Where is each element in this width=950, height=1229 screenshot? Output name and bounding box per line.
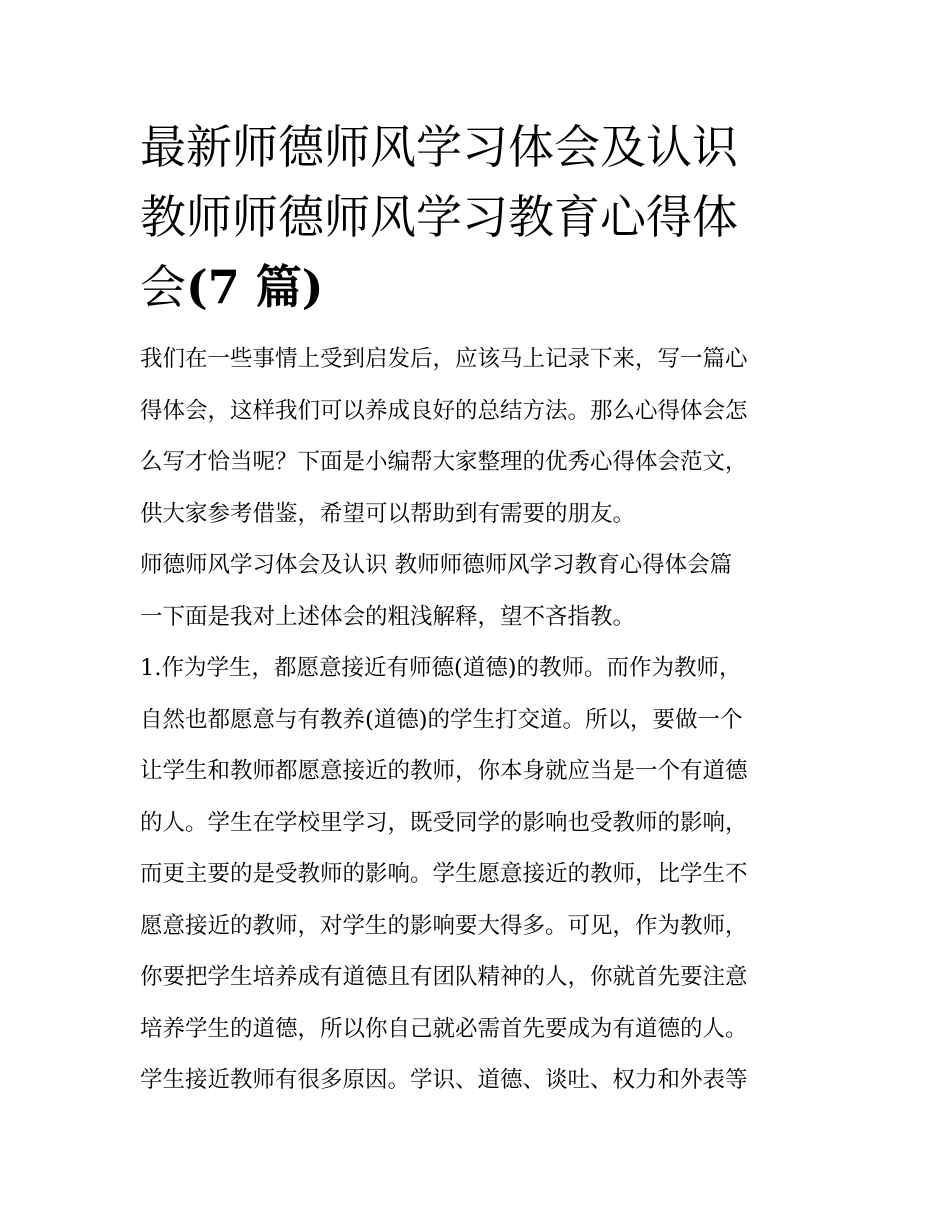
body-line: 自然也都愿意与有教养(道德)的学生打交道。所以，要做一个: [140, 706, 743, 733]
title-line-2: 教师师德师风学习教育心得体: [140, 190, 738, 244]
body-line: 的人。学生在学校里学习，既受同学的影响也受教师的影响，: [140, 809, 748, 836]
title-line-3-text: 会: [140, 260, 186, 314]
body-line: 你要把学生培养成有道德且有团队精神的人，你就首先要注意: [140, 964, 748, 990]
body-line: 而更主要的是受教师的影响。学生愿意接近的教师，比学生不: [140, 861, 748, 887]
document-content: [140, 112, 812, 1107]
document-body: [140, 334, 812, 1107]
body-line: 学生接近教师有很多原因。学识、道德、谈吐、权力和外表等: [140, 1067, 748, 1093]
body-line: 培养学生的道德，所以你自己就必需首先要成为有道德的人。: [140, 1015, 748, 1042]
body-line: 愿意接近的教师，对学生的影响要大得多。可见，作为教师，: [140, 912, 748, 939]
body-line: 我们在一些事情上受到启发后，应该马上记录下来，写一篇心: [140, 346, 748, 372]
body-line: 得体会，这样我们可以养成良好的总结方法。那么心得体会怎: [140, 397, 748, 424]
body-line: 一下面是我对上述体会的粗浅解释，望不吝指教。: [140, 603, 636, 630]
title-line-3-count: (7 篇): [186, 260, 324, 314]
body-line: 1.作为学生，都愿意接近有师德(道德)的教师。而作为教师，: [140, 655, 742, 681]
document-title: [140, 112, 812, 322]
body-line: 让学生和教师都愿意接近的教师，你本身就应当是一个有道德: [140, 758, 748, 784]
title-line-3: [140, 252, 812, 322]
title-line-1: 最新师德师风学习体会及认识: [140, 120, 738, 174]
body-line: 师德师风学习体会及认识 教师师德师风学习教育心得体会篇: [140, 552, 733, 578]
body-line: 么写才恰当呢？下面是小编帮大家整理的优秀心得体会范文，: [140, 449, 748, 475]
body-line: 供大家参考借鉴，希望可以帮助到有需要的朋友。: [140, 500, 636, 527]
